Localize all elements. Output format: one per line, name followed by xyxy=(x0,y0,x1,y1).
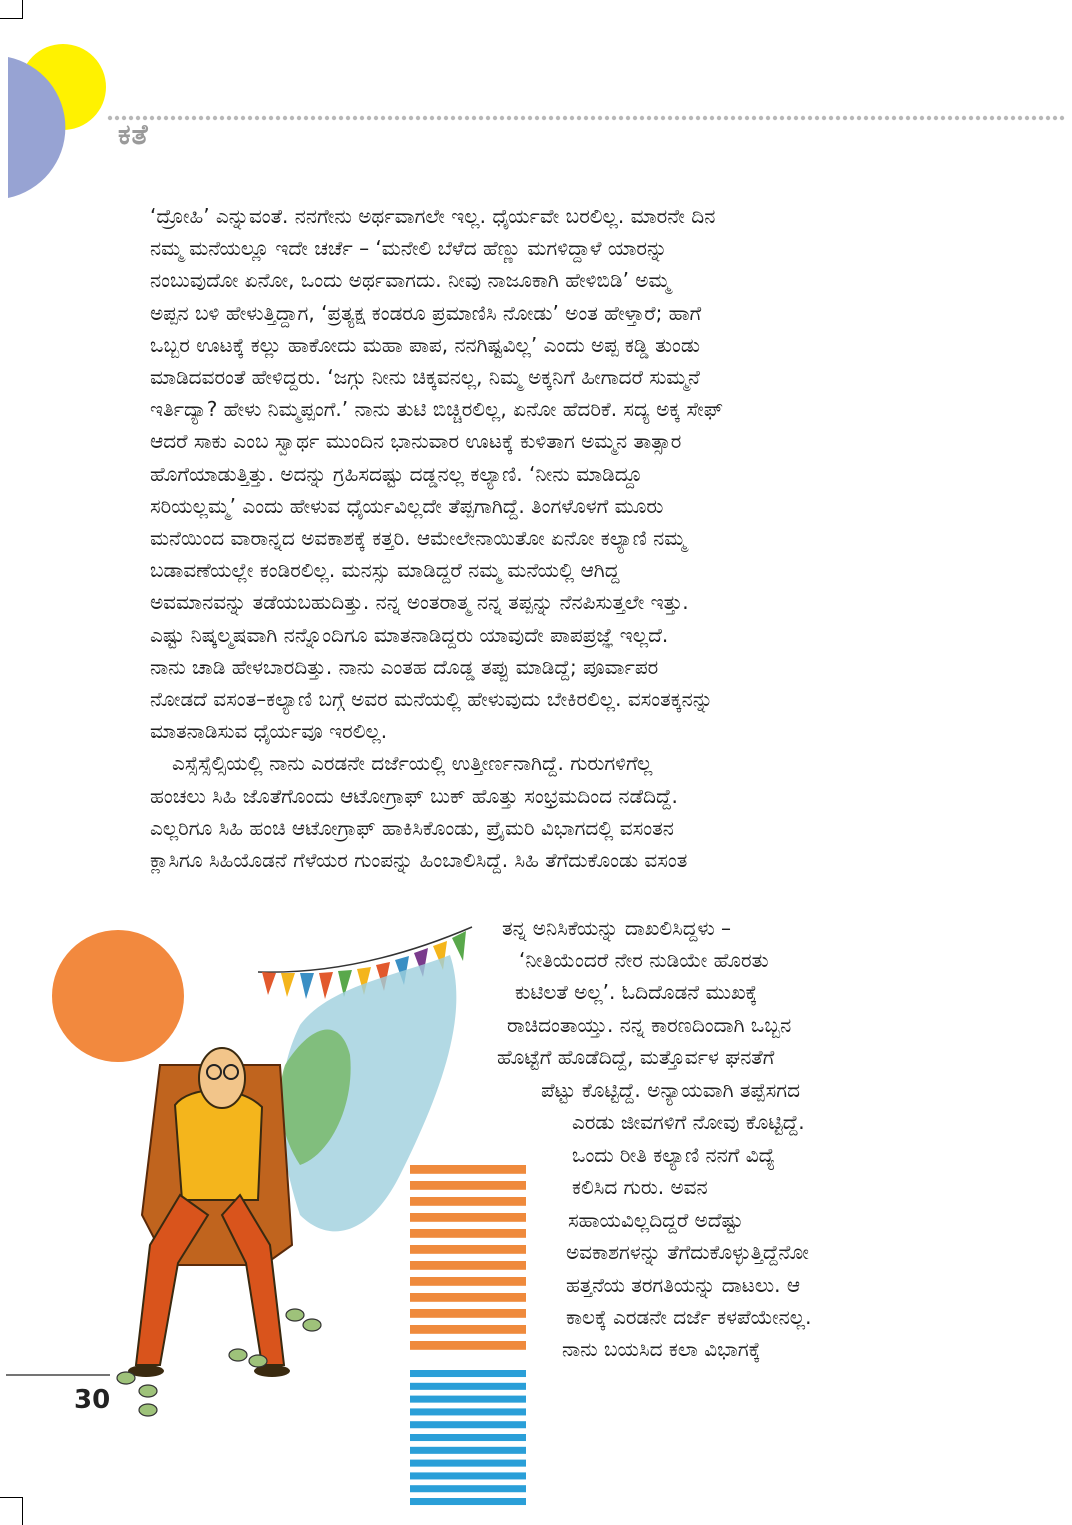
sun-illustration xyxy=(52,930,184,1062)
rule-dot xyxy=(843,116,847,120)
rule-dot xyxy=(808,116,812,120)
story-wrap-line: ಕುಟಿಲತೆ ಅಲ್ಲ’. ಓದಿದೊಡನೆ ಮುಖಕ್ಕೆ xyxy=(515,980,758,1004)
story-wrap-line: ರಾಚಿದಂತಾಯ್ತು. ನನ್ನ ಕಾರಣದಿಂದಾಗಿ ಒಬ್ಬನ xyxy=(507,1013,792,1037)
rule-dot xyxy=(1018,116,1022,120)
story-line: ಮನೆಯಿಂದ ವಾರಾನ್ನದ ಅವಕಾಶಕ್ಕೆ ಕತ್ತರಿ. ಆಮೇಲೇನಾಯಿತೋ ಏನೋ ಕಲ್ಯಾಣಿ ನಮ್ಮ xyxy=(150,526,686,551)
story-line: ಎಷ್ಟು ನಿಷ್ಕಲ್ಮಷವಾಗಿ ನನ್ನೊಂದಿಗೂ ಮಾತನಾಡಿದ್ದರು ಯಾವುದೇ ಪಾಪಪ್ರಜ್ಞೆ ಇಲ್ಲದೆ. xyxy=(150,622,669,647)
rule-dot xyxy=(822,116,826,120)
story-line: ಒಬ್ಬರ ಊಟಕ್ಕೆ ಕಲ್ಲು ಹಾಕೋದು ಮಹಾ ಪಾಪ, ನನಗಿಷ್ಟವಿಲ್ಲ’ ಎಂದು ಅಪ್ಪ ಕಡ್ಡಿ ತುಂಡು xyxy=(150,332,700,357)
story-line: ಮಾತನಾಡಿಸುವ ಧೈರ್ಯವೂ ಇರಲಿಲ್ಲ. xyxy=(150,719,388,744)
story-line: ಅಪ್ಪನ ಬಳಿ ಹೇಳುತ್ತಿದ್ದಾಗ, ‘ಪ್ರತ್ಯಕ್ಷ ಕಂಡರೂ ಪ್ರಮಾಣಿಸಿ ನೋಡು’ ಅಂತ ಹೇಳ್ತಾರೆ; ಹಾಗೆ xyxy=(150,300,702,325)
rule-dot xyxy=(612,116,616,120)
story-line: ಅವಮಾನವನ್ನು ತಡೆಯಬಹುದಿತ್ತು. ನನ್ನ ಅಂತರಾತ್ಮ ನನ್ನ ತಪ್ಪನ್ನು ನೆನಪಿಸುತ್ತಲೇ ಇತ್ತು. xyxy=(150,590,689,615)
rule-dot xyxy=(283,116,287,120)
story-wrap-line: ತನ್ನ ಅನಿಸಿಕೆಯನ್ನು ದಾಖಲಿಸಿದ್ದಳು – xyxy=(502,916,732,940)
rule-dot xyxy=(969,116,973,120)
rule-dot xyxy=(276,116,280,120)
rule-dot xyxy=(248,116,252,120)
rule-dot xyxy=(206,116,210,120)
rule-dot xyxy=(549,116,553,120)
story-line: ನೋಡದೆ ವಸಂತ–ಕಲ್ಯಾಣಿ ಬಗ್ಗೆ ಅವರ ಮನೆಯಲ್ಲಿ ಹೇಳುವುದು ಬೇಕಿರಲಿಲ್ಲ. ವಸಂತಕ್ಕನನ್ನು xyxy=(150,687,713,712)
stripe xyxy=(410,1181,526,1190)
rule-dot xyxy=(696,116,700,120)
rule-dot xyxy=(570,116,574,120)
stripe xyxy=(410,1341,526,1350)
story-line: ನಮ್ಮ ಮನೆಯಲ್ಲೂ ಇದೇ ಚರ್ಚೆ – ‘ಮನೇಲಿ ಬೆಳೆದ ಹೆಣ್ಣು ಮಗಳಿದ್ದಾಳೆ ಯಾರನ್ನು xyxy=(150,236,668,261)
rule-dot xyxy=(815,116,819,120)
rule-dot xyxy=(682,116,686,120)
rule-dot xyxy=(892,116,896,120)
story-line: ಎಲ್ಲರಿಗೂ ಸಿಹಿ ಹಂಚಿ ಆಟೋಗ್ರಾಫ್ ಹಾಕಿಸಿಕೊಂಡು, ಪ್ರೈಮರಿ ವಿಭಾಗದಲ್ಲಿ ವಸಂತನ xyxy=(150,815,674,840)
rule-dot xyxy=(374,116,378,120)
rule-dot xyxy=(864,116,868,120)
rule-dot xyxy=(423,116,427,120)
rule-dot xyxy=(1046,116,1050,120)
rule-dot xyxy=(521,116,525,120)
rule-dot xyxy=(227,116,231,120)
rule-dot xyxy=(332,116,336,120)
rule-dot xyxy=(752,116,756,120)
section-label: ಕತೆ xyxy=(118,118,149,151)
rule-dot xyxy=(444,116,448,120)
rule-dot xyxy=(178,116,182,120)
rule-dot xyxy=(507,116,511,120)
rule-dot xyxy=(990,116,994,120)
rule-dot xyxy=(486,116,490,120)
rule-dot xyxy=(339,116,343,120)
story-wrap-line: ಕಾಲಕ್ಕೆ ಎರಡನೇ ದರ್ಜೆ ಕಳಪೆಯೇನಲ್ಲ. xyxy=(566,1305,812,1329)
rule-dot xyxy=(1025,116,1029,120)
stripe xyxy=(410,1261,526,1270)
rule-dot xyxy=(920,116,924,120)
rule-dot xyxy=(906,116,910,120)
stripe xyxy=(410,1325,526,1334)
rule-dot xyxy=(850,116,854,120)
rule-dot xyxy=(185,116,189,120)
rule-dot xyxy=(619,116,623,120)
story-line: ಕ್ಲಾಸಿಗೂ ಸಿಹಿಯೊಡನೆ ಗೆಳೆಯರ ಗುಂಪನ್ನು ಹಿಂಬಾಲಿಸಿದ್ದೆ. ಸಿಹಿ ತೆಗೆದುಕೊಂಡು ವಸಂತ xyxy=(150,848,688,873)
rule-dot xyxy=(402,116,406,120)
rule-dot xyxy=(318,116,322,120)
rule-dot xyxy=(556,116,560,120)
rule-dot xyxy=(304,116,308,120)
rule-dot xyxy=(927,116,931,120)
rule-dot xyxy=(633,116,637,120)
rule-dot xyxy=(941,116,945,120)
rule-dot xyxy=(150,116,154,120)
stripe xyxy=(410,1434,526,1441)
rule-dot xyxy=(598,116,602,120)
story-wrap-line: ಕಲಿಸಿದ ಗುರು. ಅವನ xyxy=(572,1175,708,1199)
rule-dot xyxy=(787,116,791,120)
rule-dot xyxy=(962,116,966,120)
stripe xyxy=(410,1293,526,1302)
rule-dot xyxy=(948,116,952,120)
rule-dot xyxy=(1032,116,1036,120)
rule-dot xyxy=(157,116,161,120)
rule-dot xyxy=(381,116,385,120)
stripe xyxy=(410,1485,526,1492)
rule-dot xyxy=(668,116,672,120)
header-decoration xyxy=(0,0,1072,220)
story-line: ಎಸ್ಸೆಸ್ಸೆಲ್ಸಿಯಲ್ಲಿ ನಾನು ಎರಡನೇ ದರ್ಜೆಯಲ್ಲಿ ಉತ್ತೀರ್ಣನಾಗಿದ್ದೆ. ಗುರುಗಳಿಗೆಲ್ಲ xyxy=(172,751,653,776)
rule-dot xyxy=(514,116,518,120)
story-wrap-line: ಸಹಾಯವಿಲ್ಲದಿದ್ದರೆ ಅದೆಷ್ಟು xyxy=(568,1208,743,1232)
story-line: ಮಾಡಿದವರಂತೆ ಹೇಳಿದ್ದರು. ‘ಜಗ್ಗು ನೀನು ಚಿಕ್ಕವನಲ್ಲ, ನಿಮ್ಮ ಅಕ್ಕನಿಗೆ ಹೀಗಾದರೆ ಸುಮ್ಮನೆ xyxy=(150,365,700,390)
rule-dot xyxy=(913,116,917,120)
rule-dot xyxy=(710,116,714,120)
rule-dot xyxy=(255,116,259,120)
rule-dot xyxy=(409,116,413,120)
story-line: ನಾನು ಚಾಡಿ ಹೇಳಬಾರದಿತ್ತು. ನಾನು ಎಂತಹ ದೊಡ್ಡ ತಪ್ಪು ಮಾಡಿದ್ದೆ; ಪೂರ್ವಾಪರ xyxy=(150,654,659,679)
rule-dot xyxy=(759,116,763,120)
rule-dot xyxy=(703,116,707,120)
story-wrap-line: ನಾನು ಬಯಸಿದ ಕಲಾ ವಿಭಾಗಕ್ಕೆ xyxy=(562,1337,761,1361)
rule-dot xyxy=(164,116,168,120)
page-number: 30 xyxy=(74,1385,111,1415)
rule-dot xyxy=(325,116,329,120)
rule-dot xyxy=(199,116,203,120)
stripe xyxy=(410,1472,526,1479)
story-illustration xyxy=(0,915,560,1525)
rule-dot xyxy=(395,116,399,120)
rule-dot xyxy=(661,116,665,120)
rule-dot xyxy=(353,116,357,120)
stripe xyxy=(410,1460,526,1467)
rule-dot xyxy=(647,116,651,120)
rule-dot xyxy=(388,116,392,120)
rule-dot xyxy=(311,116,315,120)
stripe xyxy=(410,1277,526,1286)
rule-dot xyxy=(731,116,735,120)
rule-dot xyxy=(346,116,350,120)
rule-dot xyxy=(871,116,875,120)
rule-dot xyxy=(269,116,273,120)
rule-dot xyxy=(472,116,476,120)
rule-dot xyxy=(1060,116,1064,120)
rule-dot xyxy=(878,116,882,120)
story-wrap-line: ಪೆಟ್ಟು ಕೊಟ್ಟಿದ್ದೆ. ಅನ್ಯಾಯವಾಗಿ ತಪ್ಪೆಸಗದ xyxy=(541,1078,801,1102)
rule-dot xyxy=(430,116,434,120)
stripe xyxy=(410,1408,526,1415)
rule-dot xyxy=(836,116,840,120)
story-wrap-line: ಹತ್ತನೆಯ ತರಗತಿಯನ್ನು ದಾಟಲು. ಆ xyxy=(566,1273,801,1297)
rule-dot xyxy=(500,116,504,120)
stripe xyxy=(410,1229,526,1238)
dotted-rule xyxy=(108,116,1064,120)
story-line: ಇರ್ತಿದ್ಯಾ? ಹೇಳು ನಿಮ್ಮಪ್ಪಂಗೆ.’ ನಾನು ತುಟಿ ಬಿಚ್ಚಿರಲಿಲ್ಲ, ಏನೋ ಹೆದರಿಕೆ. ಸದ್ಯ ಅಕ್ಕ ಸೇಫ್ xyxy=(150,397,723,422)
story-line: ‘ದ್ರೋಹಿ’ ಎನ್ನುವಂತೆ. ನನಗೇನು ಅರ್ಥವಾಗಲೇ ಇಲ್ಲ. ಧೈರ್ಯವೇ ಬರಲಿಲ್ಲ. ಮಾರನೇ ದಿನ xyxy=(150,204,716,228)
story-wrap-line: ಒಂದು ರೀತಿ ಕಲ್ಯಾಣಿ ನನಗೆ ವಿದ್ಯೆ xyxy=(572,1143,776,1167)
rule-dot xyxy=(794,116,798,120)
stripe xyxy=(410,1383,526,1390)
rule-dot xyxy=(416,116,420,120)
rule-dot xyxy=(1004,116,1008,120)
rule-dot xyxy=(213,116,217,120)
rule-dot xyxy=(829,116,833,120)
stripe xyxy=(410,1165,526,1174)
rule-dot xyxy=(605,116,609,120)
rule-dot xyxy=(451,116,455,120)
rule-dot xyxy=(108,116,112,120)
rule-dot xyxy=(1011,116,1015,120)
rule-dot xyxy=(934,116,938,120)
rule-dot xyxy=(983,116,987,120)
rule-dot xyxy=(241,116,245,120)
rule-dot xyxy=(724,116,728,120)
rule-dot xyxy=(465,116,469,120)
rule-dot xyxy=(955,116,959,120)
stripe xyxy=(410,1213,526,1222)
rule-dot xyxy=(220,116,224,120)
rule-dot xyxy=(528,116,532,120)
rule-dot xyxy=(801,116,805,120)
rule-dot xyxy=(1053,116,1057,120)
story-wrap-line: ಅವಕಾಶಗಳನ್ನು ತೆಗೆದುಕೊಳ್ಳುತ್ತಿದ್ದೆನೋ xyxy=(566,1240,809,1264)
rule-dot xyxy=(367,116,371,120)
rule-dot xyxy=(584,116,588,120)
blue-stripes xyxy=(410,1370,526,1505)
rule-dot xyxy=(479,116,483,120)
rule-dot xyxy=(563,116,567,120)
stripe xyxy=(410,1370,526,1377)
stripe xyxy=(410,1498,526,1505)
rule-dot xyxy=(493,116,497,120)
stripe xyxy=(410,1309,526,1318)
rule-dot xyxy=(458,116,462,120)
rule-dot xyxy=(262,116,266,120)
stripe xyxy=(410,1245,526,1254)
story-line: ಸರಿಯಲ್ಲಮ್ಮ’ ಎಂದು ಹೇಳುವ ಧೈರ್ಯವಿಲ್ಲದೇ ತೆಪ್ಪಗಾಗಿದ್ದೆ. ತಿಂಗಳೊಳಗೆ ಮೂರು xyxy=(150,493,664,518)
stripe xyxy=(410,1447,526,1454)
story-line: ನಂಬುವುದೋ ಏನೋ, ಒಂದು ಅರ್ಥವಾಗದು. ನೀವು ನಾಜೂಕಾಗಿ ಹೇಳಿಬಿಡಿ’ ಅಮ್ಮ xyxy=(150,268,671,293)
rule-dot xyxy=(766,116,770,120)
rule-dot xyxy=(192,116,196,120)
story-body xyxy=(150,200,910,876)
story-wrap-line: ‘ನೀತಿಯೆಂದರೆ ನೇರ ನುಡಿಯೇ ಹೊರತು xyxy=(519,948,769,972)
rule-dot xyxy=(976,116,980,120)
rule-dot xyxy=(171,116,175,120)
rule-dot xyxy=(899,116,903,120)
rule-dot xyxy=(654,116,658,120)
orange-stripes xyxy=(410,1165,526,1350)
rule-dot xyxy=(675,116,679,120)
rule-dot xyxy=(360,116,364,120)
rule-dot xyxy=(542,116,546,120)
rule-dot xyxy=(640,116,644,120)
story-line: ಹಂಚಲು ಸಿಹಿ ಜೊತೆಗೊಂದು ಆಟೋಗ್ರಾಫ್ ಬುಕ್ ಹೊತ್ತು ಸಂಭ್ರಮದಿಂದ ನಡೆದಿದ್ದೆ. xyxy=(150,783,678,808)
rule-dot xyxy=(738,116,742,120)
rule-dot xyxy=(997,116,1001,120)
rule-dot xyxy=(591,116,595,120)
rule-dot xyxy=(1039,116,1043,120)
rule-dot xyxy=(885,116,889,120)
rule-dot xyxy=(234,116,238,120)
rule-dot xyxy=(437,116,441,120)
rule-dot xyxy=(689,116,693,120)
rule-dot xyxy=(626,116,630,120)
story-line: ಹೊಗೆಯಾಡುತ್ತಿತ್ತು. ಅದನ್ನು ಗ್ರಹಿಸದಷ್ಟು ದಡ್ಡನಲ್ಲ ಕಲ್ಯಾಣಿ. ‘ನೀನು ಮಾಡಿದ್ದೂ xyxy=(150,461,643,486)
story-line: ಆದರೆ ಸಾಕು ಎಂಬ ಸ್ವಾರ್ಥ ಮುಂದಿನ ಭಾನುವಾರ ಊಟಕ್ಕೆ ಕುಳಿತಾಗ ಅಮ್ಮನ ತಾತ್ಸಾರ xyxy=(150,429,682,454)
story-wrap-line: ಹೊಟ್ಟೆಗೆ ಹೊಡೆದಿದ್ದೆ, ಮತ್ತೊರ್ವಳ ಘನತೆಗೆ xyxy=(497,1045,775,1069)
rule-dot xyxy=(577,116,581,120)
rule-dot xyxy=(297,116,301,120)
rule-dot xyxy=(290,116,294,120)
story-wrap-line: ಎರಡು ಜೀವಗಳಿಗೆ ನೋವು ಕೊಟ್ಟಿದ್ದೆ. xyxy=(572,1110,805,1134)
stripe xyxy=(410,1197,526,1206)
rule-dot xyxy=(745,116,749,120)
story-line: ಬಡಾವಣೆಯಲ್ಲೇ ಕಂಡಿರಲಿಲ್ಲ. ಮನಸ್ಸು ಮಾಡಿದ್ದರೆ ನಮ್ಮ ಮನೆಯಲ್ಲಿ ಆಗಿದ್ದ xyxy=(150,558,620,583)
stripe xyxy=(410,1421,526,1428)
rule-dot xyxy=(535,116,539,120)
rule-dot xyxy=(780,116,784,120)
rule-dot xyxy=(773,116,777,120)
rule-dot xyxy=(717,116,721,120)
stripe xyxy=(410,1396,526,1403)
rule-dot xyxy=(857,116,861,120)
